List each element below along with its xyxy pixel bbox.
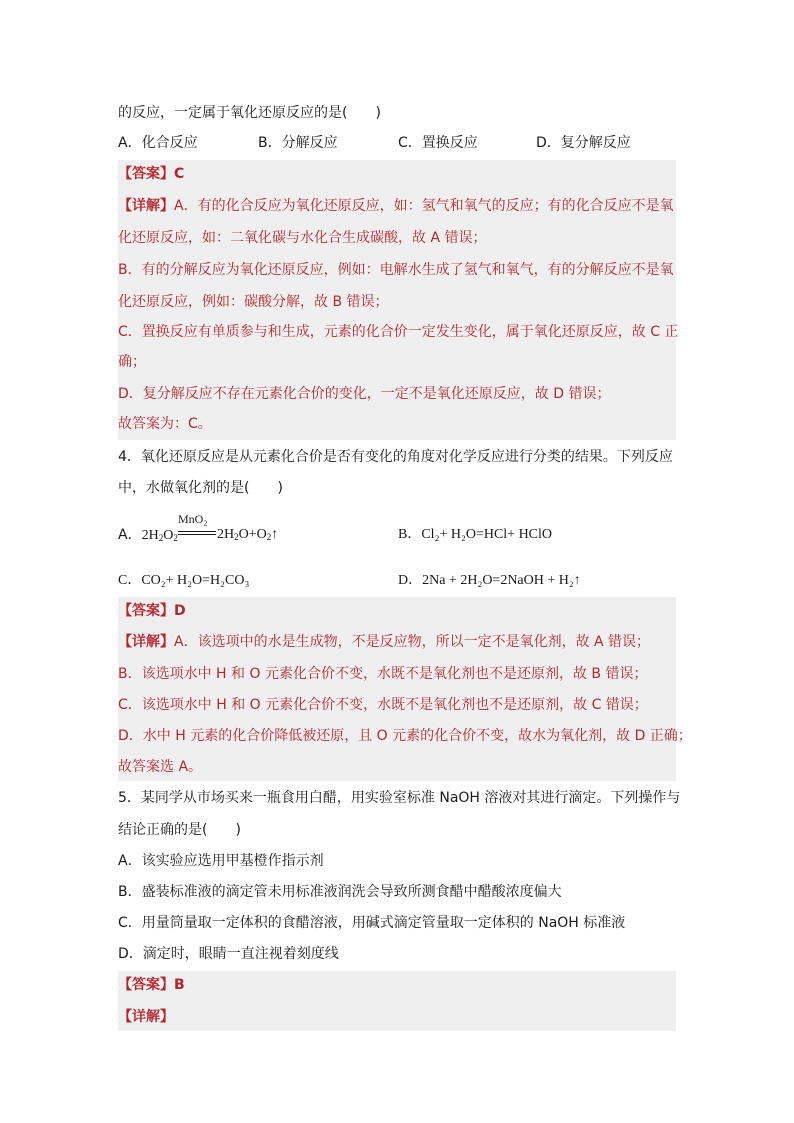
catalyst-label: MnO₂ bbox=[178, 512, 208, 526]
option-label: A． bbox=[118, 527, 142, 543]
q3-detail-line-5: C．置换反应有单质参与和生成，元素的化合价一定发生变化，属于氧化还原反应，故 C 正 bbox=[118, 324, 679, 340]
answer-value: D bbox=[174, 603, 186, 619]
answer-tag: 【答案】 bbox=[118, 603, 174, 619]
equation-products: $2H_2O+O_2↑$ bbox=[217, 527, 279, 542]
equation-bar bbox=[178, 531, 216, 535]
q5-option-a: A．该实验应选用甲基橙作指示剂 bbox=[118, 853, 324, 869]
answer-tag: 【答案】 bbox=[118, 166, 174, 182]
q5-stem-line-2: 结论正确的是( ) bbox=[118, 822, 241, 838]
q3-option-b: B．分解反应 bbox=[258, 135, 338, 151]
q5-option-b: B．盛装标准液的滴定管未用标准液润洗会导致所测食醋中醋酸浓度偏大 bbox=[118, 884, 562, 900]
q3-detail-line-1: 【详解】A．有的化合反应为氧化还原反应，如：氢气和氧气的反应；有的化合反应不是氧 bbox=[118, 198, 674, 214]
detail-tag: 【详解】 bbox=[118, 198, 174, 214]
q4-detail-line-2: B．该选项水中 H 和 O 元素化合价不变，水既不是氧化剂也不是还原剂，故 B 错误； bbox=[118, 666, 648, 682]
q3-answer bbox=[118, 164, 678, 184]
q3-option-d: D．复分解反应 bbox=[536, 135, 631, 151]
q3-option-c: C．置换反应 bbox=[398, 135, 478, 151]
detail-tag: 【详解】 bbox=[118, 634, 174, 650]
q4-detail-line-3: C．该选项水中 H 和 O 元素化合价不变，水既不是氧化剂也不是还原剂，故 C 错误； bbox=[118, 697, 648, 713]
q4-option-d: D．2Na + 2H₂O=2NaOH + H₂↑ bbox=[398, 573, 581, 588]
answer-value: B bbox=[174, 977, 185, 993]
q4-answer bbox=[118, 601, 678, 621]
q3-detail-line-8: 故答案为：C。 bbox=[118, 416, 212, 432]
q5-stem-line-1: 5．某同学从市场买来一瓶食用白醋，用实验室标准 NaOH 溶液对其进行滴定。下列操作与 bbox=[118, 790, 681, 806]
q4-detail-line-4: D．水中 H 元素的化合价降低被还原，且 O 元素的化合价不变，故水为氧化剂，故 D 正确； bbox=[118, 728, 692, 744]
q4-option-c: C．CO₂+ H₂O=H₂CO₃ bbox=[118, 573, 250, 588]
q5-option-c: C．用量筒量取一定体积的食醋溶液，用碱式滴定管量取一定体积的 NaOH 标准液 bbox=[118, 915, 626, 931]
answer-tag: 【答案】 bbox=[118, 977, 174, 993]
q5-detail-tag: 【详解】 bbox=[118, 1009, 174, 1025]
q3-detail-line-2: 化还原反应，如：二氧化碳与水化合生成碳酸，故 A 错误； bbox=[118, 230, 487, 246]
equation-reactants: $2H_2O_2$ bbox=[141, 528, 178, 543]
q3-detail-line-4: 化还原反应，例如：碳酸分解，故 B 错误； bbox=[118, 294, 389, 310]
q3-option-a: A．化合反应 bbox=[118, 135, 198, 151]
q4-detail-line-1: 【详解】A．该选项中的水是生成物，不是反应物，所以一定不是氧化剂，故 A 错误； bbox=[118, 634, 651, 650]
q3-detail-line-6: 确； bbox=[118, 354, 146, 370]
q4-option-b: B．Cl₂+ H₂O=HCl+ HClO bbox=[398, 527, 553, 542]
q4-option-a bbox=[118, 525, 178, 548]
q3-detail-line-3: B．有的分解反应为氧化还原反应，例如：电解水生成了氢气和氧气，有的分解反应不是氧 bbox=[118, 262, 674, 278]
q4-detail-line-5: 故答案选 A。 bbox=[118, 759, 203, 775]
q4-stem-line-1: 4．氧化还原反应是从元素化合价是否有变化的角度对化学反应进行分类的结果。下列反应 bbox=[118, 449, 673, 465]
q4-answer-block bbox=[118, 597, 692, 781]
q3-detail-line-7: D．复分解反应不存在元素化合价的变化，一定不是氧化还原反应，故 D 错误； bbox=[118, 386, 611, 402]
q5-option-d: D．滴定时，眼睛一直注视着刻度线 bbox=[118, 946, 339, 962]
q4-stem-line-2: 中，水做氧化剂的是( ) bbox=[118, 480, 283, 496]
q3-stem: 的反应，一定属于氧化还原反应的是( ) bbox=[118, 105, 381, 121]
q5-answer bbox=[118, 975, 678, 995]
answer-value: C bbox=[174, 166, 185, 182]
